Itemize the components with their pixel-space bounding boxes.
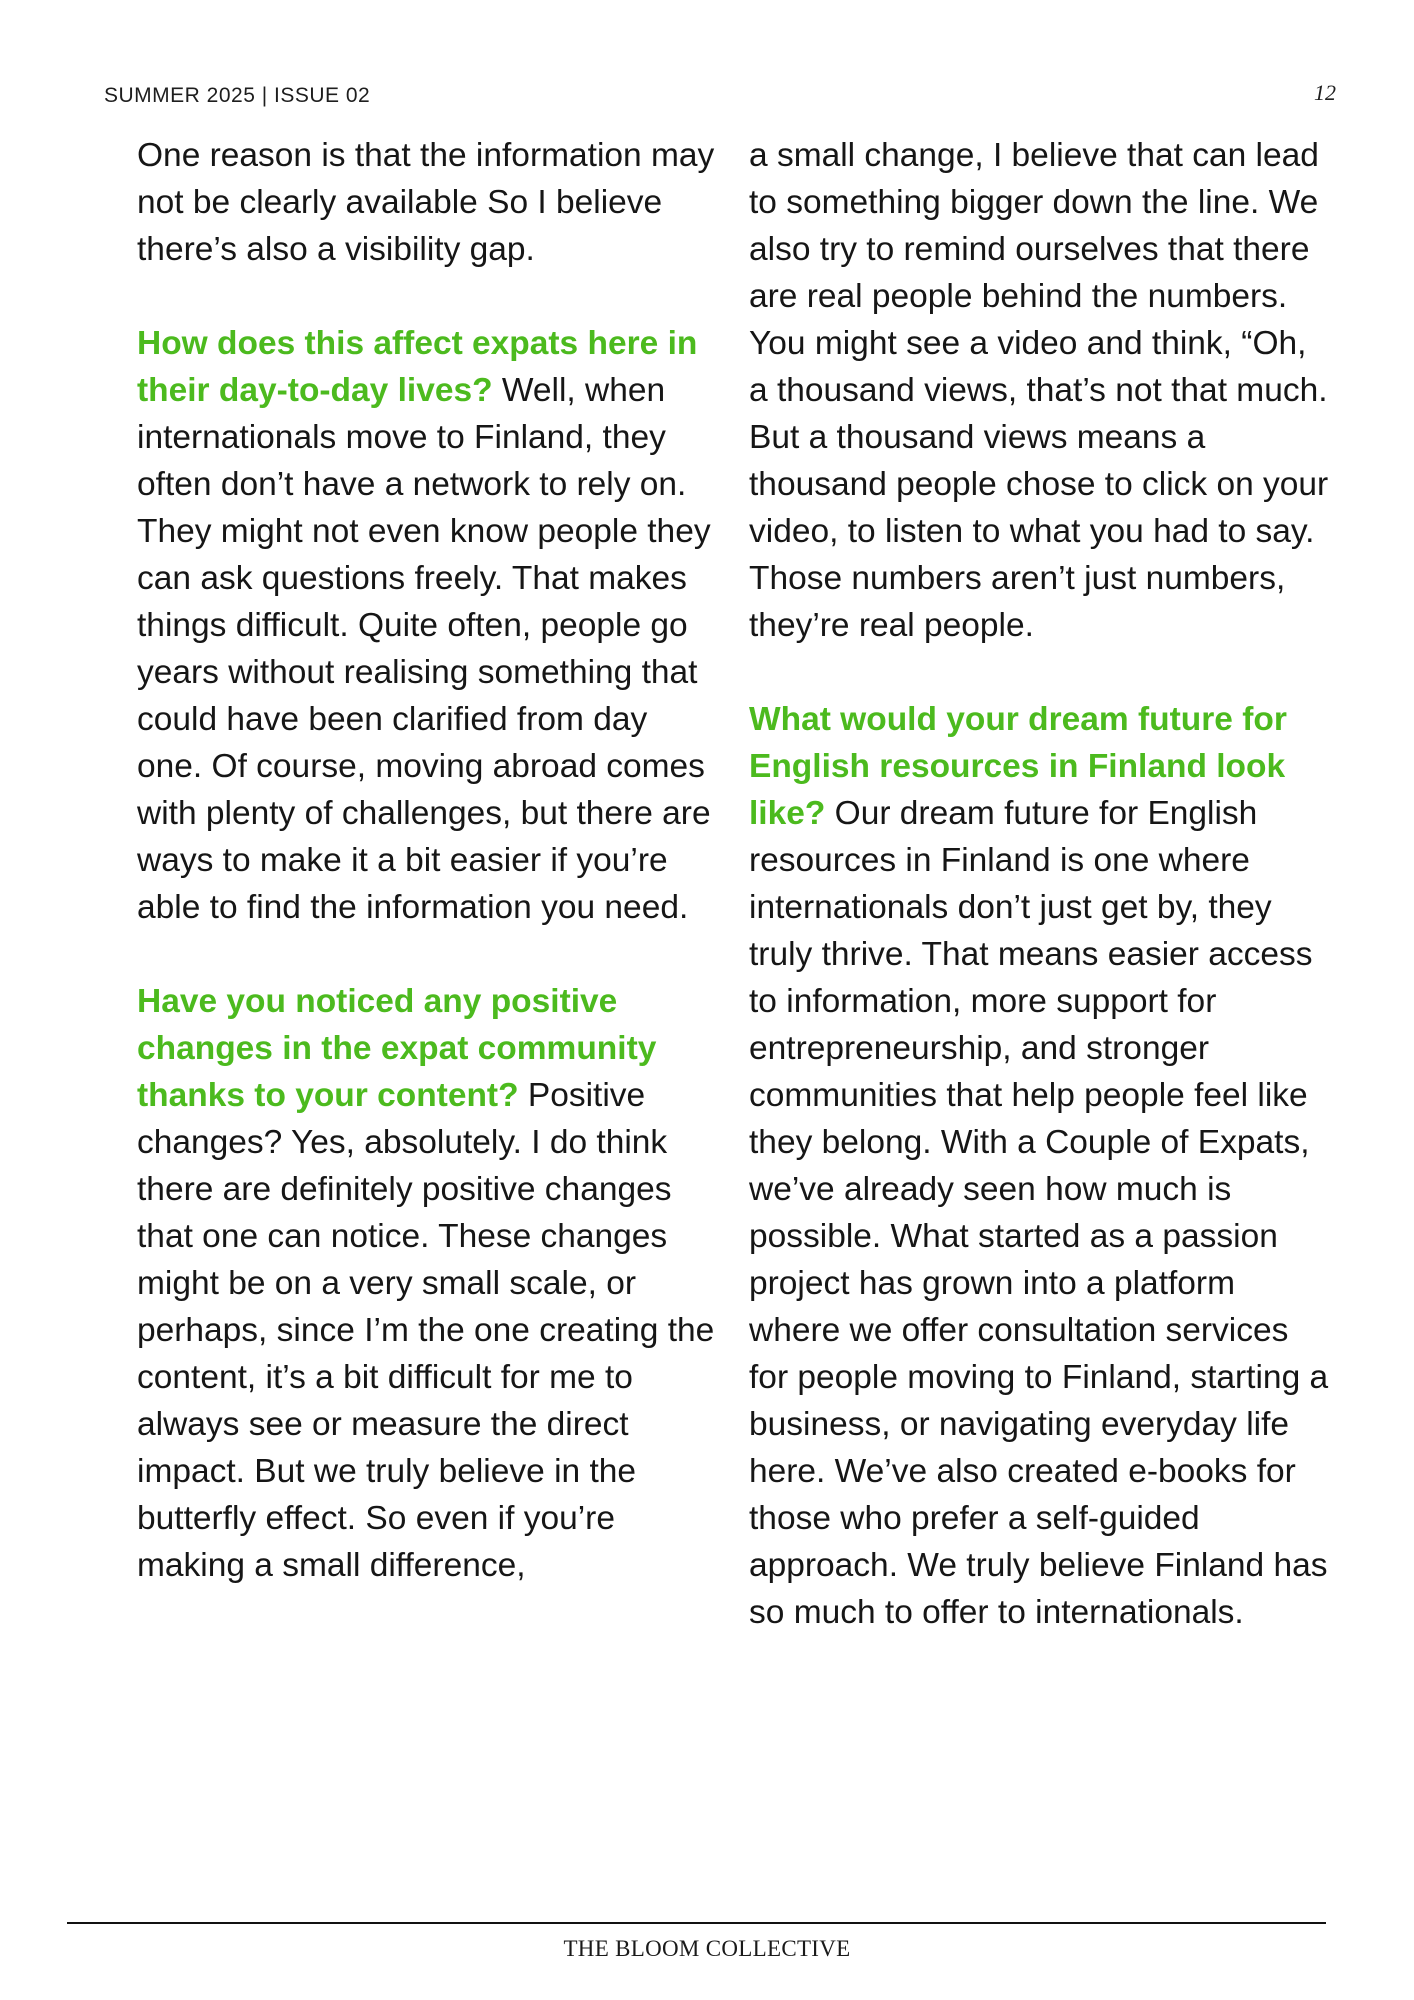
answer-text: Our dream future for English resources in Finland is one where internationals don’t just get by, they truly thrive. That means easier access to information, more support for entrepreneurship, and stronger communities that help people feel like they belong. With a Couple of Expats, we’ve already seen how much is possible. What started as a passion project has grown into a platform where we offer consultation services for people moving to Finland, starting a business, or navigating everyday life here. We’ve also created e-books for those who prefer a self-guided approach. We truly believe Finland has so much to offer to internationals. — [749, 795, 1329, 1631]
right-column — [749, 132, 1329, 1636]
answer-paragraph — [749, 132, 1329, 649]
qa-paragraph — [137, 320, 717, 931]
left-column — [137, 132, 717, 1589]
page-number: 12 — [1314, 80, 1336, 105]
interview-question: What would your dream future for English resources in Finland look like? — [749, 701, 1287, 832]
answer-text: Well, when internationals move to Finland, they often don’t have a network to rely on. They might not even know people they can ask questions freely. That makes things difficult. Quite often, people go years without realising something that could have been clarified from day one. Of course, moving abroad comes with plenty of challenges, but there are ways to make it a bit easier if you’re able to find the information you need. — [137, 372, 711, 926]
interview-question: How does this affect expats here in their day-to-day lives? — [137, 325, 698, 409]
answer-text: One reason is that the information may not be clearly available So I believe there’s also a visibility gap. — [137, 137, 715, 268]
answer-text: Positive changes? Yes, absolutely. I do think there are definitely positive changes that one can notice. These changes might be on a very small scale, or perhaps, since I’m the one creating the content, it’s a bit difficult for me to always see or measure the direct impact. But we truly believe in the butterfly effect. So even if you’re making a small difference, — [137, 1077, 715, 1584]
answer-paragraph — [137, 132, 717, 273]
qa-paragraph — [137, 978, 717, 1589]
interview-question: Have you noticed any positive changes in the expat community thanks to your content? — [137, 983, 657, 1114]
footer-divider — [67, 1922, 1326, 1924]
qa-paragraph — [749, 696, 1329, 1636]
issue-label: SUMMER 2025 | ISSUE 02 — [104, 84, 371, 107]
answer-text: a small change, I believe that can lead to something bigger down the line. We also try to remind ourselves that there are real people behind the numbers. You might see a video and think, “Oh, a thousand views, that’s not that much. But a thousand views means a thousand people chose to click on your video, to listen to what you had to say. Those numbers aren’t just numbers, they’re real people. — [749, 137, 1329, 644]
publication-title: THE BLOOM COLLECTIVE — [563, 1936, 851, 1961]
